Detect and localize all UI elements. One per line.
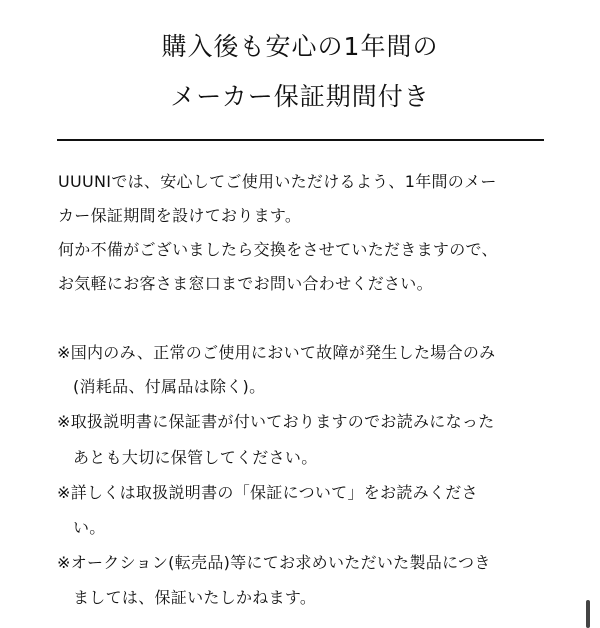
scrollbar-thumb[interactable] xyxy=(586,600,590,628)
note-2-line-1: ※取扱説明書に保証書が付いておりますのでお読みになった xyxy=(57,412,495,431)
note-3-line-2: い。 xyxy=(73,518,106,537)
note-4-line-2: ましては、保証いたしかねます。 xyxy=(73,588,317,607)
note-3-line-1: ※詳しくは取扱説明書の「保証について」をお読みくださ xyxy=(57,483,478,502)
heading-line-1: 購入後も安心の1年間の xyxy=(161,32,439,61)
note-4-line-1: ※オークション(転売品)等にてお求めいただいた製品につき xyxy=(57,553,491,572)
heading-line-2: メーカー保証期間付き xyxy=(170,82,430,111)
intro-line-2: カー保証期間を設けております。 xyxy=(58,206,302,225)
intro-line-1: UUUNIでは、安心してご使用いただけるよう、1年間のメー xyxy=(58,172,497,191)
note-1-line-2: (消耗品、付属品は除く)。 xyxy=(73,377,266,396)
heading-divider xyxy=(57,139,544,141)
intro-line-4: お気軽にお客さま窓口までお問い合わせください。 xyxy=(58,274,433,293)
note-2-line-2: あとも大切に保管してください。 xyxy=(73,448,318,467)
note-1-line-1: ※国内のみ、正常のご使用において故障が発生した場合のみ xyxy=(57,343,496,362)
intro-line-3: 何か不備がございましたら交換をさせていただきますので、 xyxy=(58,240,498,259)
